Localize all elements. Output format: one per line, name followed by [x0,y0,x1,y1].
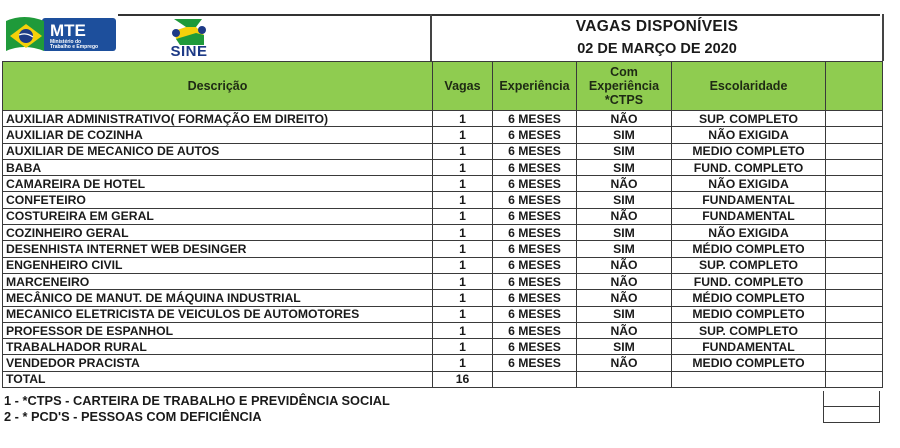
cell-escolaridade: MÉDIO COMPLETO [672,290,826,306]
footnote-1: 1 - *CTPS - CARTEIRA DE TRABALHO E PREVIDÊNCIA SOCIAL [4,393,390,408]
cell-ctps: SIM [577,225,672,241]
cell-vagas: 1 [433,176,493,192]
cell-vagas: 1 [433,208,493,224]
cell-experiencia: 6 MESES [493,111,577,127]
cell-extra [826,339,883,355]
cell-ctps: NÃO [577,208,672,224]
cell-experiencia: 6 MESES [493,273,577,289]
cell-experiencia: 6 MESES [493,143,577,159]
cell-escolaridade: FUNDAMENTAL [672,192,826,208]
cell-escolaridade: MÉDIO COMPLETO [672,241,826,257]
cell-extra [826,127,883,143]
cell-ctps: SIM [577,339,672,355]
cell-vagas: 1 [433,355,493,371]
footnotes [4,393,390,425]
table-row [3,127,883,143]
cell-vagas: 1 [433,339,493,355]
cell-extra [826,225,883,241]
cell-descricao: PROFESSOR DE ESPANHOL [3,322,433,338]
cell-experiencia: 6 MESES [493,322,577,338]
cell-vagas: 1 [433,111,493,127]
cell-extra [826,371,883,387]
footnote-2: 2 - * PCD'S - PESSOAS COM DEFICIÊNCIA [4,409,262,424]
cell-ctps: NÃO [577,322,672,338]
svg-text:Ministério do: Ministério do [50,39,82,45]
cell-vagas: 1 [433,257,493,273]
cell-escolaridade: NÃO EXIGIDA [672,176,826,192]
cell-ctps: SIM [577,241,672,257]
cell-ctps: SIM [577,159,672,175]
cell-experiencia: 6 MESES [493,257,577,273]
cell-vagas: 1 [433,225,493,241]
cell-extra [826,176,883,192]
cell-escolaridade: NÃO EXIGIDA [672,127,826,143]
cell-empty [493,371,577,387]
table-row [3,208,883,224]
cell-descricao: MECANICO ELETRICISTA DE VEICULOS DE AUTOMOTORES [3,306,433,322]
table-header-row [3,62,883,111]
cell-extra [826,257,883,273]
cell-descricao: DESENHISTA INTERNET WEB DESINGER [3,241,433,257]
cell-escolaridade: SUP. COMPLETO [672,257,826,273]
cell-vagas: 1 [433,127,493,143]
cell-empty [672,371,826,387]
cell-experiencia: 6 MESES [493,355,577,371]
table-row [3,290,883,306]
cell-descricao: COZINHEIRO GERAL [3,225,433,241]
cell-vagas: 1 [433,143,493,159]
cell-ctps: NÃO [577,111,672,127]
cell-extra [826,143,883,159]
cell-escolaridade: SUP. COMPLETO [672,111,826,127]
cell-experiencia: 6 MESES [493,290,577,306]
cell-experiencia: 6 MESES [493,225,577,241]
table-row [3,241,883,257]
cell-vagas: 1 [433,159,493,175]
cell-descricao: AUXILIAR DE COZINHA [3,127,433,143]
cell-escolaridade: FUNDAMENTAL [672,208,826,224]
cell-experiencia: 6 MESES [493,192,577,208]
cell-ctps: NÃO [577,290,672,306]
total-vagas: 16 [433,371,493,387]
cell-descricao: ENGENHEIRO CIVIL [3,257,433,273]
svg-text:Trabalho e Emprego: Trabalho e Emprego [50,44,99,50]
cell-ctps: NÃO [577,257,672,273]
col-header-com-experiencia: Com Experiência *CTPS [577,62,672,111]
col-header-vagas: Vagas [433,62,493,111]
col-header-escolaridade: Escolaridade [672,62,826,111]
cell-vagas: 1 [433,273,493,289]
cell-ctps: SIM [577,306,672,322]
table-row [3,339,883,355]
cell-experiencia: 6 MESES [493,241,577,257]
table-row [3,159,883,175]
cell-escolaridade: FUND. COMPLETO [672,273,826,289]
cell-extra [826,192,883,208]
cell-extra [826,208,883,224]
cell-descricao: COSTUREIRA EM GERAL [3,208,433,224]
cell-descricao: AUXILIAR DE MECANICO DE AUTOS [3,143,433,159]
cell-vagas: 1 [433,241,493,257]
cell-ctps: NÃO [577,355,672,371]
cell-escolaridade: NÃO EXIGIDA [672,225,826,241]
cell-empty [577,371,672,387]
cell-escolaridade: MEDIO COMPLETO [672,355,826,371]
cell-descricao: MARCENEIRO [3,273,433,289]
cell-extra [826,111,883,127]
cell-extra [826,241,883,257]
cell-descricao: VENDEDOR PRACISTA [3,355,433,371]
table-row [3,192,883,208]
cell-experiencia: 6 MESES [493,127,577,143]
cell-vagas: 1 [433,322,493,338]
cell-vagas: 1 [433,306,493,322]
cell-descricao: MECÂNICO DE MANUT. DE MÁQUINA INDUSTRIAL [3,290,433,306]
cell-escolaridade: FUND. COMPLETO [672,159,826,175]
cell-experiencia: 6 MESES [493,176,577,192]
total-label: TOTAL [3,371,433,387]
table-row [3,143,883,159]
cell-experiencia: 6 MESES [493,159,577,175]
cell-experiencia: 6 MESES [493,306,577,322]
cell-vagas: 1 [433,290,493,306]
empty-cell [823,391,880,407]
total-row [3,371,883,387]
cell-extra [826,159,883,175]
cell-extra [826,290,883,306]
vacancies-table [2,61,883,388]
cell-descricao: AUXILIAR ADMINISTRATIVO( FORMAÇÃO EM DIREITO) [3,111,433,127]
mte-logo [4,15,118,55]
col-header-extra [826,62,883,111]
cell-descricao: TRABALHADOR RURAL [3,339,433,355]
cell-extra [826,322,883,338]
cell-escolaridade: MEDIO COMPLETO [672,143,826,159]
cell-descricao: CAMAREIRA DE HOTEL [3,176,433,192]
cell-descricao: CONFETEIRO [3,192,433,208]
table-row [3,355,883,371]
cell-extra [826,306,883,322]
cell-ctps: NÃO [577,176,672,192]
table-row [3,176,883,192]
cell-extra [826,355,883,371]
cell-escolaridade: MEDIO COMPLETO [672,306,826,322]
col-header-experiencia: Experiência [493,62,577,111]
cell-experiencia: 6 MESES [493,339,577,355]
table-row [3,257,883,273]
cell-ctps: SIM [577,192,672,208]
cell-experiencia: 6 MESES [493,208,577,224]
sine-logo-text: SINE [170,43,208,60]
empty-cell [823,407,880,423]
page-date: 02 DE MARÇO DE 2020 [577,41,737,57]
table-row [3,322,883,338]
extra-empty-cells [823,391,880,423]
table-row [3,225,883,241]
page-title: VAGAS DISPONÍVEIS [575,18,739,35]
cell-escolaridade: FUNDAMENTAL [672,339,826,355]
cell-ctps: SIM [577,127,672,143]
cell-extra [826,273,883,289]
col-header-descricao: Descrição [3,62,433,111]
table-row [3,306,883,322]
cell-descricao: BABA [3,159,433,175]
cell-ctps: SIM [577,143,672,159]
mte-acronym: MTE [50,21,86,40]
cell-ctps: NÃO [577,273,672,289]
table-row [3,111,883,127]
table-row [3,273,883,289]
cell-escolaridade: SUP. COMPLETO [672,322,826,338]
cell-vagas: 1 [433,192,493,208]
title-box [430,14,884,61]
